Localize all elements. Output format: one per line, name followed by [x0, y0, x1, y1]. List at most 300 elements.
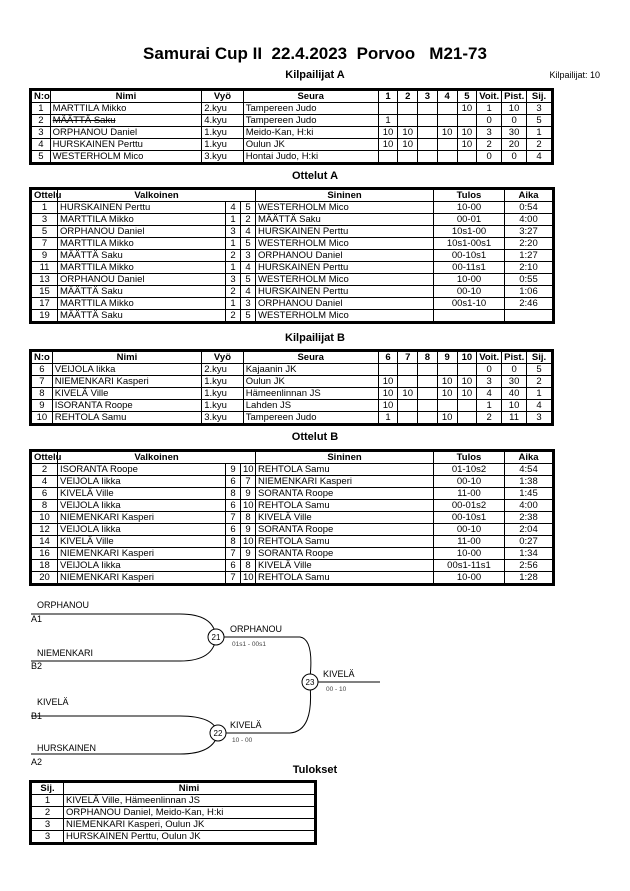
table-cell: ORPHANOU Daniel, Meido-Kan, H:ki — [64, 807, 315, 819]
matches-b-title: Ottelut B — [291, 431, 339, 443]
header-cell: Aika — [505, 190, 553, 202]
table-cell — [418, 103, 438, 115]
table-cell: 10 — [378, 127, 398, 139]
table-cell: HURSKAINEN Perttu — [50, 139, 202, 151]
table-cell: 10 — [32, 512, 58, 524]
table-cell: MARTTILA Mikko — [50, 103, 202, 115]
table-cell: KIVELÄ Ville — [256, 560, 434, 572]
table-cell: 10 — [241, 500, 256, 512]
pool-a-header-row — [32, 91, 552, 103]
table-cell: 0:27 — [505, 536, 553, 548]
table-cell: 4 — [241, 226, 256, 238]
table-cell: 10 — [398, 139, 418, 151]
table-cell: MARTTILA Mikko — [58, 214, 226, 226]
table-cell: 10-00 — [434, 548, 505, 560]
table-cell — [418, 127, 438, 139]
table-cell: VEIJOLA Iikka — [58, 500, 226, 512]
table-row — [32, 226, 553, 238]
match-23-score: 00 - 10 — [326, 686, 347, 693]
table-cell — [437, 139, 457, 151]
table-cell: 6 — [32, 364, 53, 376]
table-cell: 2 — [32, 807, 64, 819]
table-cell: 10-00 — [434, 202, 505, 214]
table-cell: 00-11s1 — [434, 262, 505, 274]
table-cell: 4 — [241, 262, 256, 274]
table-row — [32, 412, 552, 424]
table-cell: 11 — [32, 262, 58, 274]
table-cell: 3 — [32, 831, 64, 843]
table-cell: 2:20 — [505, 238, 553, 250]
table-cell — [398, 376, 418, 388]
table-cell: 5 — [241, 274, 256, 286]
table-row — [32, 364, 552, 376]
header-cell: Sij. — [527, 352, 552, 364]
table-cell: 3.kyu — [202, 412, 244, 424]
table-cell: REHTOLA Samu — [256, 500, 434, 512]
table-cell: 10 — [437, 376, 457, 388]
table-cell — [437, 364, 457, 376]
table-cell: 2 — [226, 250, 241, 262]
table-cell: 10 — [398, 388, 418, 400]
table-cell: 10 — [32, 412, 53, 424]
table-cell: 17 — [32, 298, 58, 310]
table-cell: 1 — [32, 202, 58, 214]
header-cell: Seura — [243, 352, 378, 364]
table-cell: 18 — [32, 560, 58, 572]
table-cell: 2 — [527, 139, 552, 151]
table-cell: KIVELÄ Ville — [58, 536, 226, 548]
header-cell: Nimi — [50, 91, 202, 103]
table-cell: 2 — [226, 310, 241, 322]
table-cell: KIVELÄ Ville — [256, 512, 434, 524]
table-cell: 10 — [457, 103, 477, 115]
participants-count: Kilpailijat: 10 — [549, 70, 600, 80]
table-cell: 1 — [477, 103, 502, 115]
table-cell: 2:56 — [505, 560, 553, 572]
table-cell: 7 — [226, 548, 241, 560]
table-cell — [437, 103, 457, 115]
table-cell: VEIJOLA Iikka — [52, 364, 201, 376]
table-cell: 0 — [502, 364, 527, 376]
table-cell: HURSKAINEN Perttu — [256, 262, 434, 274]
header-cell: Voit. — [477, 352, 502, 364]
table-cell: 00-10 — [434, 286, 505, 298]
table-cell: 2.kyu — [202, 364, 244, 376]
table-cell: REHTOLA Samu — [256, 572, 434, 584]
match-22-score: 10 - 00 — [232, 737, 253, 744]
table-cell: 1 — [32, 103, 51, 115]
table-cell: 4 — [527, 400, 552, 412]
bracket-a1-name: ORPHANOU — [37, 600, 90, 610]
header-cell: Sininen — [256, 190, 434, 202]
table-cell: 1 — [226, 298, 241, 310]
table-cell: 10 — [241, 464, 256, 476]
table-cell — [437, 151, 457, 163]
table-row — [32, 795, 315, 807]
table-cell: 11-00 — [434, 488, 505, 500]
header-cell: 2 — [398, 91, 418, 103]
table-row — [32, 310, 553, 322]
table-cell: 40 — [502, 388, 527, 400]
table-cell: 5 — [241, 238, 256, 250]
table-row — [32, 388, 552, 400]
table-cell: ISORANTA Roope — [52, 400, 201, 412]
table-cell: Oulun JK — [243, 376, 378, 388]
table-cell: 10 — [437, 127, 457, 139]
table-cell: 6 — [226, 560, 241, 572]
table-cell: 3 — [32, 127, 51, 139]
table-cell: 0 — [477, 151, 502, 163]
table-cell: 10-00 — [434, 274, 505, 286]
table-cell: 0 — [502, 151, 527, 163]
table-row — [32, 572, 553, 584]
table-cell: 0 — [477, 364, 502, 376]
header-cell: Voit. — [477, 91, 502, 103]
bracket-b2-name: NIEMENKARI — [37, 648, 94, 658]
table-cell: 7 — [241, 476, 256, 488]
table-cell: REHTOLA Samu — [256, 464, 434, 476]
table-cell: 8 — [241, 560, 256, 572]
table-cell: 30 — [502, 127, 527, 139]
table-row — [32, 250, 553, 262]
table-cell: 5 — [32, 151, 51, 163]
table-cell: 1 — [226, 262, 241, 274]
table-cell — [378, 151, 398, 163]
table-cell: Hämeenlinnan JS — [243, 388, 378, 400]
table-cell: NIEMENKARI Kasperi — [58, 512, 226, 524]
table-cell: SORANTA Roope — [256, 524, 434, 536]
header-cell: 5 — [457, 91, 477, 103]
table-cell: 1 — [378, 115, 398, 127]
table-cell: 14 — [32, 536, 58, 548]
table-cell: 2:46 — [505, 298, 553, 310]
table-row — [32, 548, 553, 560]
table-cell: ORPHANOU Daniel — [58, 274, 226, 286]
table-cell: 5 — [241, 202, 256, 214]
results-table — [31, 782, 315, 843]
table-cell: 1.kyu — [202, 127, 244, 139]
table-cell: 1:28 — [505, 572, 553, 584]
match-22-number: 22 — [213, 729, 223, 738]
table-cell: WESTERHOLM Mico — [256, 238, 434, 250]
table-cell: KIVELÄ Ville — [58, 488, 226, 500]
table-cell: WESTERHOLM Mico — [50, 151, 202, 163]
table-cell — [398, 364, 418, 376]
table-cell: 1 — [527, 127, 552, 139]
table-row — [32, 127, 552, 139]
table-cell — [457, 412, 477, 424]
table-cell: 00s1-10 — [434, 298, 505, 310]
table-cell: HURSKAINEN Perttu — [256, 226, 434, 238]
table-cell: 1.kyu — [202, 400, 244, 412]
table-cell: 3 — [32, 819, 64, 831]
table-row — [32, 115, 552, 127]
table-cell: 10 — [457, 139, 477, 151]
table-cell: 8 — [241, 512, 256, 524]
table-cell: 4:54 — [505, 464, 553, 476]
header-cell: N:o — [32, 352, 53, 364]
table-cell: 1:06 — [505, 286, 553, 298]
table-row — [32, 214, 553, 226]
match-23-winner: KIVELÄ — [323, 669, 355, 679]
table-cell — [398, 400, 418, 412]
table-cell: 9 — [32, 250, 58, 262]
table-row — [32, 500, 553, 512]
header-cell: 6 — [378, 352, 398, 364]
table-row — [32, 512, 553, 524]
table-cell — [457, 115, 477, 127]
table-cell: 9 — [241, 524, 256, 536]
table-row — [32, 560, 553, 572]
table-cell: 2 — [241, 214, 256, 226]
table-cell: MARTTILA Mikko — [58, 238, 226, 250]
header-cell: 9 — [437, 352, 457, 364]
table-cell: 4:00 — [505, 214, 553, 226]
table-row — [32, 151, 552, 163]
table-cell: 4 — [226, 202, 241, 214]
table-cell — [398, 412, 418, 424]
table-cell: NIEMENKARI Kasperi — [52, 376, 201, 388]
table-cell: 3 — [226, 274, 241, 286]
table-cell: 4:00 — [505, 500, 553, 512]
table-cell: 10 — [457, 376, 477, 388]
table-cell: 11 — [502, 412, 527, 424]
table-cell: 8 — [226, 488, 241, 500]
header-cell: Ottelu — [32, 452, 58, 464]
table-cell: 1 — [226, 238, 241, 250]
table-cell: 11-00 — [434, 536, 505, 548]
final-bracket — [0, 595, 630, 765]
table-cell: 10 — [502, 103, 527, 115]
table-cell: 4 — [32, 476, 58, 488]
header-cell: Valkoinen — [58, 190, 256, 202]
bracket-b1-name: KIVELÄ — [37, 697, 69, 707]
table-cell: 16 — [32, 548, 58, 560]
table-cell: Tampereen Judo — [243, 412, 378, 424]
table-cell: 0 — [477, 115, 502, 127]
bracket-a1-label: A1 — [31, 614, 43, 624]
table-cell: SORANTA Roope — [256, 488, 434, 500]
table-cell: VEIJOLA Iikka — [58, 476, 226, 488]
table-cell — [378, 103, 398, 115]
table-cell: 9 — [241, 488, 256, 500]
header-cell: Pist. — [502, 91, 527, 103]
matches-a-title: Ottelut A — [291, 170, 339, 182]
table-cell: REHTOLA Samu — [256, 536, 434, 548]
match-21-number: 21 — [211, 633, 221, 642]
results-header-row — [32, 783, 315, 795]
table-cell: 19 — [32, 310, 58, 322]
table-cell — [398, 115, 418, 127]
header-cell: Nimi — [64, 783, 315, 795]
table-cell: 1 — [226, 214, 241, 226]
header-cell: Nimi — [52, 352, 201, 364]
table-cell: 5 — [32, 226, 58, 238]
table-row — [32, 286, 553, 298]
table-cell: 4 — [241, 286, 256, 298]
table-cell: 2 — [477, 412, 502, 424]
table-cell: 0:54 — [505, 202, 553, 214]
table-cell: 00s1-11s1 — [434, 560, 505, 572]
table-cell: 10 — [378, 139, 398, 151]
table-cell — [418, 412, 438, 424]
bracket-b1-label: B1 — [31, 711, 43, 721]
table-cell: 6 — [226, 476, 241, 488]
table-cell: 1 — [32, 795, 64, 807]
table-cell: REHTOLA Samu — [52, 412, 201, 424]
pool-a-table — [31, 90, 552, 163]
header-cell: Aika — [505, 452, 553, 464]
table-row — [32, 464, 553, 476]
table-cell: 3 — [527, 103, 552, 115]
header-cell: Vyö — [202, 352, 244, 364]
table-cell: MARTTILA Mikko — [58, 298, 226, 310]
table-cell: 7 — [226, 512, 241, 524]
table-cell: 0:55 — [505, 274, 553, 286]
table-cell: NIEMENKARI Kasperi — [256, 476, 434, 488]
matches-b-table — [31, 451, 553, 584]
table-cell: 9 — [226, 464, 241, 476]
table-cell: 1:38 — [505, 476, 553, 488]
table-row — [32, 524, 553, 536]
table-cell: Meido-Kan, H:ki — [243, 127, 378, 139]
table-cell: 00-10 — [434, 524, 505, 536]
table-cell — [437, 400, 457, 412]
table-cell: MÄÄTTÄ Saku — [256, 214, 434, 226]
table-cell: MÄÄTTÄ Saku — [58, 310, 226, 322]
header-cell: 3 — [418, 91, 438, 103]
table-row — [32, 476, 553, 488]
table-cell: 3.kyu — [202, 151, 244, 163]
header-cell: 10 — [457, 352, 477, 364]
table-row — [32, 202, 553, 214]
table-cell: 3 — [477, 376, 502, 388]
pool-b-title: Kilpailijat B — [285, 332, 345, 344]
table-cell: Hontai Judo, H:ki — [243, 151, 378, 163]
results-title: Tulokset — [292, 764, 338, 776]
table-row — [32, 488, 553, 500]
table-cell: 2.kyu — [202, 103, 244, 115]
match-22-winner: KIVELÄ — [230, 720, 262, 730]
header-cell: Ottelu — [32, 190, 58, 202]
table-cell: ORPHANOU Daniel — [256, 250, 434, 262]
table-cell: 7 — [32, 376, 53, 388]
table-cell: Kajaanin JK — [243, 364, 378, 376]
table-cell: MÄÄTTÄ Saku — [58, 250, 226, 262]
table-cell: HURSKAINEN Perttu, Oulun JK — [64, 831, 315, 843]
table-cell: 12 — [32, 524, 58, 536]
table-cell: 3 — [241, 250, 256, 262]
table-cell: 20 — [32, 572, 58, 584]
table-cell: 10s1-00s1 — [434, 238, 505, 250]
table-cell: 4 — [477, 388, 502, 400]
table-cell: 10 — [378, 376, 398, 388]
table-cell — [378, 364, 398, 376]
table-cell: HURSKAINEN Perttu — [58, 202, 226, 214]
table-cell: 7 — [32, 238, 58, 250]
table-cell: Tampereen Judo — [243, 103, 378, 115]
table-cell: 3 — [32, 214, 58, 226]
table-cell: 6 — [226, 524, 241, 536]
header-cell: Sij. — [32, 783, 64, 795]
table-cell — [418, 376, 438, 388]
table-cell: 5 — [527, 115, 552, 127]
table-cell — [418, 151, 438, 163]
table-cell: 8 — [32, 388, 53, 400]
header-cell: Sij. — [527, 91, 552, 103]
table-cell: WESTERHOLM Mico — [256, 202, 434, 214]
table-cell: 2 — [527, 376, 552, 388]
table-cell: 4 — [32, 139, 51, 151]
table-cell: 10 — [241, 536, 256, 548]
table-cell: 1:45 — [505, 488, 553, 500]
table-cell: Lahden JS — [243, 400, 378, 412]
pool-b-table — [31, 351, 552, 424]
table-cell: 10-00 — [434, 572, 505, 584]
table-cell: 2 — [226, 286, 241, 298]
table-cell: 20 — [502, 139, 527, 151]
match-21-winner: ORPHANOU — [230, 624, 283, 634]
table-cell: 1 — [477, 400, 502, 412]
table-cell: 3 — [241, 298, 256, 310]
table-cell: 4.kyu — [202, 115, 244, 127]
header-cell: 4 — [437, 91, 457, 103]
table-cell: NIEMENKARI Kasperi — [58, 548, 226, 560]
table-cell: 1.kyu — [202, 388, 244, 400]
table-row — [32, 262, 553, 274]
table-cell: 10 — [241, 572, 256, 584]
table-cell: Oulun JK — [243, 139, 378, 151]
table-cell: 10 — [437, 388, 457, 400]
table-cell: 10 — [378, 400, 398, 412]
table-cell: 3 — [477, 127, 502, 139]
table-row — [32, 819, 315, 831]
table-cell — [457, 151, 477, 163]
header-cell: Tulos — [434, 452, 505, 464]
header-cell: Valkoinen — [58, 452, 256, 464]
table-cell: 1 — [527, 388, 552, 400]
table-cell: 5 — [241, 310, 256, 322]
table-cell: 1:34 — [505, 548, 553, 560]
table-cell: 10s1-00 — [434, 226, 505, 238]
header-cell: 7 — [398, 352, 418, 364]
table-cell: 6 — [226, 500, 241, 512]
table-cell: NIEMENKARI Kasperi, Oulun JK — [64, 819, 315, 831]
table-cell: 10 — [457, 127, 477, 139]
table-cell — [434, 310, 505, 322]
table-cell: 00-10s1 — [434, 512, 505, 524]
table-cell: 8 — [226, 536, 241, 548]
table-row — [32, 298, 553, 310]
matches-a-table — [31, 189, 553, 322]
table-cell — [418, 115, 438, 127]
table-cell: KIVELÄ Ville, Hämeenlinnan JS — [64, 795, 315, 807]
table-cell: 3 — [226, 226, 241, 238]
table-cell: 4 — [527, 151, 552, 163]
header-cell: Vyö — [202, 91, 244, 103]
table-cell: 00-01 — [434, 214, 505, 226]
table-cell: 1.kyu — [202, 376, 244, 388]
table-cell: WESTERHOLM Mico — [256, 310, 434, 322]
page-title: Samurai Cup II 22.4.2023 Porvoo M21-73 — [143, 44, 487, 63]
table-cell: 2 — [477, 139, 502, 151]
table-cell: SORANTA Roope — [256, 548, 434, 560]
table-cell: KIVELÄ Ville — [52, 388, 201, 400]
table-cell: 00-10 — [434, 476, 505, 488]
table-row — [32, 400, 552, 412]
table-cell — [505, 310, 553, 322]
table-cell: 10 — [378, 388, 398, 400]
